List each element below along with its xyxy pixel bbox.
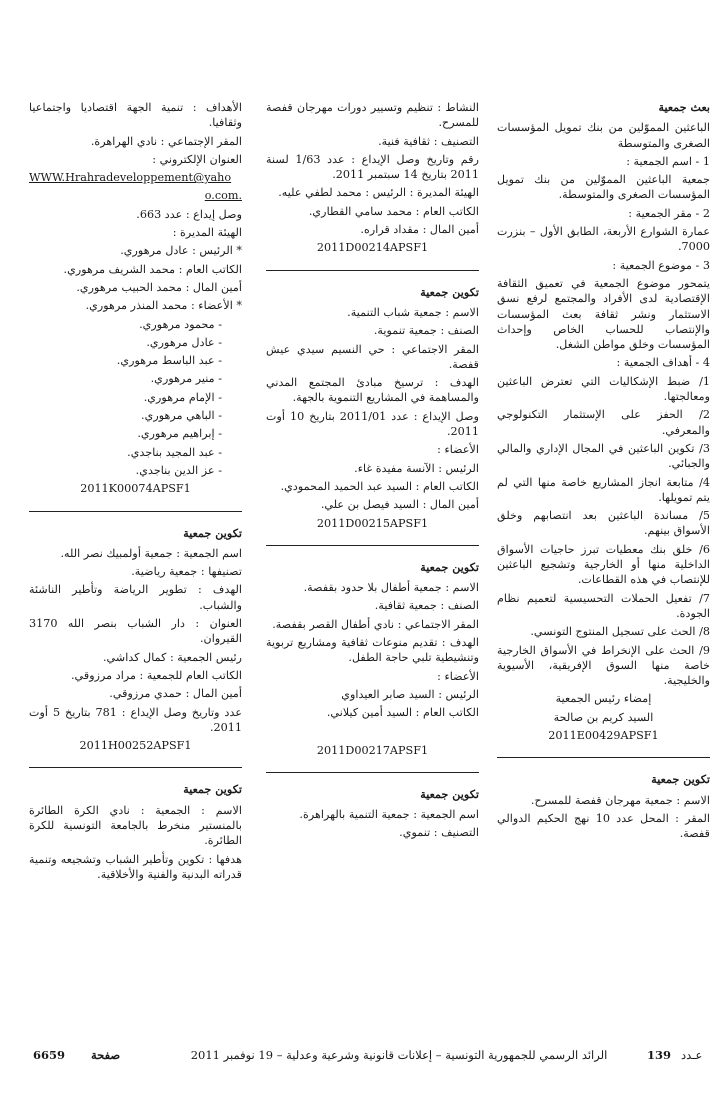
notice-field: رئيس الجمعية : كمال كداشي. — [102, 650, 242, 664]
member-item: - عادل مرهوري. — [146, 335, 222, 349]
divider — [266, 545, 479, 546]
notice-field: رقم وتاريخ وصل الإيداع : عدد 1/63 لسنة 2011 بتاريخ 14 سبتمبر 2011. — [266, 152, 479, 182]
goal-item: 1/ ضبط الإشكاليات التي تعترض الباعثين ومعالجتها. — [497, 374, 710, 404]
page-footer — [29, 1048, 710, 1064]
notice-field: الصنف : جمعية ثقافية. — [374, 599, 479, 613]
divider — [29, 767, 242, 768]
notice-field: 1 - اسم الجمعية : — [626, 154, 710, 168]
notice-field: وصل إيداع : عدد 663. — [136, 207, 242, 221]
notice-subtitle: الباعثين المموّلين من بنك تمويل المؤسسات الصغرى والمتوسطة — [497, 121, 710, 150]
notice-field: الكاتب العام : السيد أمين كيلاني. — [326, 706, 479, 720]
goal-item: 4/ متابعة انجاز المشاريع خاصة منها التي لم يتم تمويلها. — [497, 475, 710, 504]
notice-field: الهدف : تقديم منوعات ثقافية ومشاريع تربوية وتنشيطية تلبي حاجة الطفل. — [266, 636, 479, 665]
notice-field: الاسم : جمعية شباب التنمية. — [347, 305, 479, 319]
board-member: * الرئيس : عادل مرهوري. — [120, 244, 242, 258]
goal-item: 9/ الحث على الإنخراط في الأسواق الخارجية خاصة منها السوق الإفريقية، الأسيوية والخليجية. — [497, 643, 710, 688]
notice-field: التصنيف : ثقافية فنية. — [378, 134, 479, 148]
board-member: أمين المال : محمد الحبيب مرهوري. — [76, 280, 242, 294]
notice-title: تكوين جمعية — [420, 559, 479, 574]
notice-field: هدفها : تكوين وتأطير الشباب وتشجيعه وتنمية قدراته البدنية والفنية والأخلاقية. — [29, 852, 242, 881]
member-item: - عز الدين بناجدي. — [135, 463, 222, 477]
notice-field: أمين المال : حمدي مرزوقي. — [109, 687, 242, 701]
notice-field: الرئيس : السيد صابر العيداوي — [341, 687, 479, 701]
email-link-continued[interactable]: o.com. — [204, 189, 242, 203]
notice-field: النشاط : تنظيم وتسيير دورات مهرجان قفصة للمسرح. — [266, 101, 479, 130]
column-right — [497, 100, 710, 844]
publication-title: الرائد الرسمي للجمهورية التونسية – إعلانات قانونية وشرعية وعدلية – 19 نوفمبر 2011 — [190, 1048, 608, 1062]
notice-field: الكاتب العام : محمد سامي القطاري. — [308, 204, 479, 218]
member-item: - محمود مرهوري. — [139, 317, 222, 331]
notice-field: جمعية الباعثين المموّلين من بنك تمويل المؤسسات الصغرى والمتوسطة. — [497, 173, 710, 202]
notice-field: عدد وتاريخ وصل الإيداع : 781 بتاريخ 5 أوت 2011. — [29, 705, 242, 734]
notice-field: المقر الاجتماعي : حي النسيم سيدي عيش قفصة. — [266, 342, 479, 371]
goal-item: 8/ الحث على تسجيل المنتوج التونسي. — [530, 625, 710, 639]
notice-field: التصنيف : تنموي. — [399, 826, 479, 840]
reference-code: 2011K00074APSF1 — [80, 482, 191, 496]
notice-field: أمين المال : السيد فيصل بن علي. — [320, 498, 479, 512]
reference-code: 2011H00252APSF1 — [79, 739, 192, 753]
notice-field: الأهداف : تنمية الجهة اقتصاديا واجتماعيا وثقافيا. — [29, 101, 242, 130]
column-left — [29, 100, 242, 885]
notice-field: الأعضاء : — [437, 669, 479, 683]
board-member: الكاتب العام : محمد الشريف مرهوري. — [63, 262, 242, 276]
divider — [266, 772, 479, 773]
page-number: 6659 — [33, 1048, 66, 1062]
page-label: صفحة — [91, 1048, 121, 1062]
member-item: - الباهي مرهوري. — [141, 409, 222, 423]
notice-field: الرئيس : الآنسة مفيدة غاء. — [354, 461, 479, 475]
goal-item: 6/ خلق بنك معطيات تبرز حاجيات الأسواق الداخلية منها أو الخارجية وتشجيع الباعثين للإنتصاب في هذه القطاعات. — [497, 542, 710, 587]
notice-field: اسم الجمعية : جمعية أولمبيك نصر الله. — [60, 546, 242, 560]
notice-title: تكوين جمعية — [183, 525, 242, 540]
signature-name: السيد كريم بن صالحة — [553, 710, 654, 724]
divider — [497, 757, 710, 758]
reference-code: 2011D00214APSF1 — [316, 241, 429, 255]
issue-label: عـدد — [681, 1048, 703, 1062]
member-item: - منير مرهوري. — [150, 372, 222, 386]
notice-field: يتمحور موضوع الجمعية في تعميق الثقافة الإقتصادية لدى الأفراد والمجتمع لرفع نسق الاستثمار ونشر ثقافة بعث المؤسسات والإنتصاب للحساب الخاص وإحداث المؤسسات وخلق مواطن الشغل. — [497, 276, 710, 352]
notice-field: الكاتب العام : السيد عبد الحميد المحمودي. — [280, 479, 479, 493]
notice-field: العنوان الإلكتروني : — [152, 152, 242, 166]
notice-field: العنوان : دار الشباب بنصر الله 3170 القيروان. — [29, 617, 242, 646]
divider — [29, 511, 242, 512]
notice-field: الاسم : جمعية مهرجان قفصة للمسرح. — [530, 793, 710, 807]
notice-field: عمارة الشوارع الأربعة، الطابق الأول – بنزرت 7000. — [497, 225, 710, 254]
notice-field: الأعضاء : — [437, 443, 479, 457]
reference-code: 2011D00217APSF1 — [316, 743, 429, 757]
notice-title: تكوين جمعية — [183, 782, 242, 797]
signature-label: إمضاء رئيس الجمعية — [555, 692, 652, 706]
notice-field: تصنيفها : جمعية رياضية. — [131, 565, 242, 579]
member-item: - الإمام مرهوري. — [143, 390, 222, 404]
issue-number: 139 — [647, 1048, 672, 1062]
notice-field: الهيئة المديرة : الرئيس : محمد لطفي عليه. — [278, 186, 479, 200]
notice-field: الهدف : ترسيخ مبادئ المجتمع المدني والمساهمة في المشاريع التنموية بالجهة. — [266, 376, 479, 405]
column-middle — [266, 100, 479, 844]
notice-field: المقر الإجتماعي : نادي الهراهرة. — [90, 134, 242, 148]
notice-field: أمين المال : مقداد قراره. — [360, 223, 479, 237]
goal-item: 5/ مساندة الباعثين بعد انتصابهم وخلق الأسواق بينهم. — [497, 509, 710, 538]
board-member: * الأعضاء : محمد المنذر مرهوري. — [85, 299, 242, 313]
notice-field: المقر الاجتماعي : نادي أطفال القصر بقفصة. — [272, 617, 479, 631]
reference-code: 2011E00429APSF1 — [548, 728, 659, 742]
goal-item: 3/ تكوين الباعثين في المجال الإداري والمالي والجبائي. — [497, 441, 710, 471]
goal-item: 7/ تفعيل الحملات التحسيسية لتعميم نظام الجودة. — [497, 591, 710, 620]
notice-field: الصنف : جمعية تنموية. — [373, 324, 479, 338]
notice-field: الكاتب العام للجمعية : مراد مرزوقي. — [70, 668, 242, 682]
notice-title: تكوين جمعية — [420, 284, 479, 299]
notice-field: 4 - أهداف الجمعية : — [616, 356, 710, 370]
notice-title: تكوين جمعية — [651, 772, 710, 787]
email-link[interactable]: WWW.Hrahradeveloppement@yaho — [29, 171, 232, 185]
notice-field: 3 - موضوع الجمعية : — [612, 258, 710, 272]
notice-title: بعث جمعية — [658, 100, 710, 114]
notice-field: 2 - مقر الجمعية : — [628, 206, 710, 220]
divider — [266, 270, 479, 271]
notice-field: الاسم : الجمعية : نادي الكرة الطائرة بالمنستير منخرط بالجامعة التونسية للكرة الطائرة. — [29, 803, 242, 848]
notice-field: الهدف : تطوير الرياضة وتأطير الناشئة والشباب. — [29, 583, 242, 612]
reference-code: 2011D00215APSF1 — [316, 516, 429, 530]
member-item: - عبد المجيد بناجدي. — [127, 445, 222, 459]
notice-field: الاسم : جمعية أطفال بلا حدود بقفصة. — [303, 581, 479, 595]
notice-title: تكوين جمعية — [420, 786, 479, 801]
notice-field: وصل الإيداع : عدد 2011/01 بتاريخ 10 أوت 2011. — [266, 409, 479, 439]
notice-field: الهيئة المديرة : — [172, 226, 242, 240]
goal-item: 2/ الحفز على الإستثمار التكنولوجي والمعرفي. — [497, 408, 710, 437]
member-item: - عبد الباسط مرهوري. — [116, 354, 222, 368]
member-item: - إبراهيم مرهوري. — [137, 427, 222, 441]
notice-field: اسم الجمعية : جمعية التنمية بالهراهرة. — [299, 808, 479, 822]
notice-field: المقر : المحل عدد 10 نهج الحكيم الدوالي قفصة. — [497, 811, 710, 841]
